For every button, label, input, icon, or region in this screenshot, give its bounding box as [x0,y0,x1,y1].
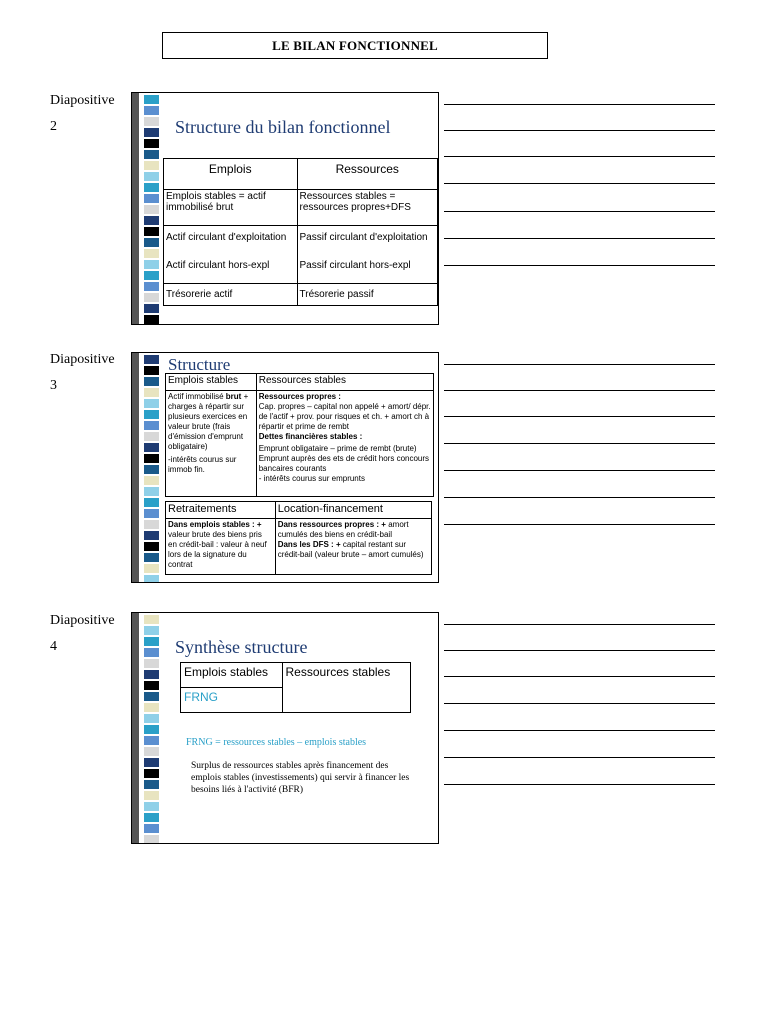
table-cell: Ressources stables = ressources propres+DFS [297,190,438,226]
strip-square [144,377,159,386]
strip-square [144,670,159,679]
strip-square [144,117,159,126]
strip-square [144,150,159,159]
strip-square [144,139,159,148]
table-cell: Trésorerie actif [164,284,298,306]
slide-3-bottom-table [165,501,432,575]
strip-square [144,692,159,701]
emplois-stables-detail: Actif immobilisé brut + charges à répartir sur plusieurs exercices en valeur brute (frais d'émission d'emprunt obligataire) -intérêts courus sur immob fin. [166,391,257,497]
strip-square [144,802,159,811]
header-ressources: Ressources [297,159,438,190]
page-title: LE BILAN FONCTIONNEL [162,32,548,59]
strip-square [144,388,159,397]
decorative-strip [132,613,160,843]
strip-square [144,824,159,833]
strip-square [144,476,159,485]
strip-square [144,575,159,583]
strip-square [144,813,159,822]
strip-square [144,454,159,463]
strip-square [144,249,159,258]
decorative-strip [132,353,160,582]
slide-3-top-table [165,373,434,497]
strip-square [144,271,159,280]
frng-formula: FRNG = ressources stables – emplois stables [186,737,367,748]
strip-square [144,161,159,170]
strip-square [144,714,159,723]
header-emplois-stables: Emplois stables [181,663,283,688]
strip-square [144,172,159,181]
strip-square [144,791,159,800]
strip-square [144,659,159,668]
strip-square [144,542,159,551]
strip-square [144,509,159,518]
slide-2-label: Diapositive 2 [50,93,115,134]
strip-square [144,747,159,756]
strip-square [144,703,159,712]
slide-4 [131,612,439,844]
header-ressources-stables: Ressources stables [282,663,410,713]
strip-square [144,128,159,137]
strip-square [144,626,159,635]
slide-3 [131,352,439,583]
slide-3-label: Diapositive 3 [50,352,115,393]
strip-square [144,780,159,789]
strip-square [144,615,159,624]
table-cell: Actif circulant d'exploitation Actif circulant hors-expl [164,226,298,284]
strip-square [144,736,159,745]
header-retraitements: Retraitements [166,502,276,519]
header-location-financement: Location-financement [275,502,431,519]
frng-description: Surplus de ressources stables après financement des emplois stables (investissements) qui servir à financer les besoins liés à l'activité (BFR) [191,761,410,795]
strip-square [144,758,159,767]
strip-square [144,304,159,313]
strip-square [144,410,159,419]
strip-square [144,432,159,441]
slide-2 [131,92,439,325]
table-cell: Trésorerie passif [297,284,438,306]
strip-square [144,216,159,225]
slide-2-heading: Structure du bilan fonctionnel [175,117,391,137]
slide-4-heading: Synthèse structure [175,637,308,657]
strip-square [144,183,159,192]
strip-square [144,205,159,214]
strip-square [144,769,159,778]
strip-square [144,725,159,734]
strip-square [144,95,159,104]
header-emplois-stables: Emplois stables [166,374,257,391]
strip-square [144,355,159,364]
header-ressources-stables: Ressources stables [256,374,433,391]
frng-cell: FRNG [181,688,283,713]
strip-square [144,564,159,573]
slide-3-heading: Structure [168,355,231,374]
strip-square [144,194,159,203]
strip-square [144,487,159,496]
retraitements-detail: Dans emplois stables : + valeur brute des biens pris en crédit-bail : valeur à neuf lors de la signature du contrat [166,519,276,575]
strip-square [144,681,159,690]
strip-square [144,520,159,529]
strip-square [144,421,159,430]
strip-square [144,531,159,540]
strip-square [144,465,159,474]
strip-square [144,443,159,452]
strip-square [144,227,159,236]
strip-square [144,315,159,324]
strip-square [144,282,159,291]
strip-square [144,637,159,646]
slide-4-table [180,662,411,713]
strip-square [144,835,159,844]
strip-square [144,366,159,375]
decorative-strip [132,93,160,324]
strip-square [144,106,159,115]
location-financement-detail: Dans ressources propres : + amort cumulés des biens en crédit-bail Dans les DFS : + capital restant sur crédit-bail (valeur brute – amort cumulés) [275,519,431,575]
strip-square [144,498,159,507]
slide-4-label: Diapositive 4 [50,613,115,654]
strip-square [144,648,159,657]
table-cell: Passif circulant d'exploitation Passif circulant hors-expl [297,226,438,284]
strip-square [144,260,159,269]
header-emplois: Emplois [164,159,298,190]
strip-square [144,399,159,408]
strip-square [144,293,159,302]
ressources-stables-detail: Ressources propres : Cap. propres – capital non appelé + amort/ dépr. de l'actif + prov. pour risques et ch. + amort ch à répartir et prime de rembt Dettes financières stables : Emprunt obligataire – prime de rembt (brute) Emprunt auprès des ets de crédit hors concours bancaires courants - intérêts courus sur emprunts [256,391,433,497]
strip-square [144,553,159,562]
table-cell: Emplois stables = actif immobilisé brut [164,190,298,226]
strip-square [144,238,159,247]
slide-2-table [163,158,438,306]
